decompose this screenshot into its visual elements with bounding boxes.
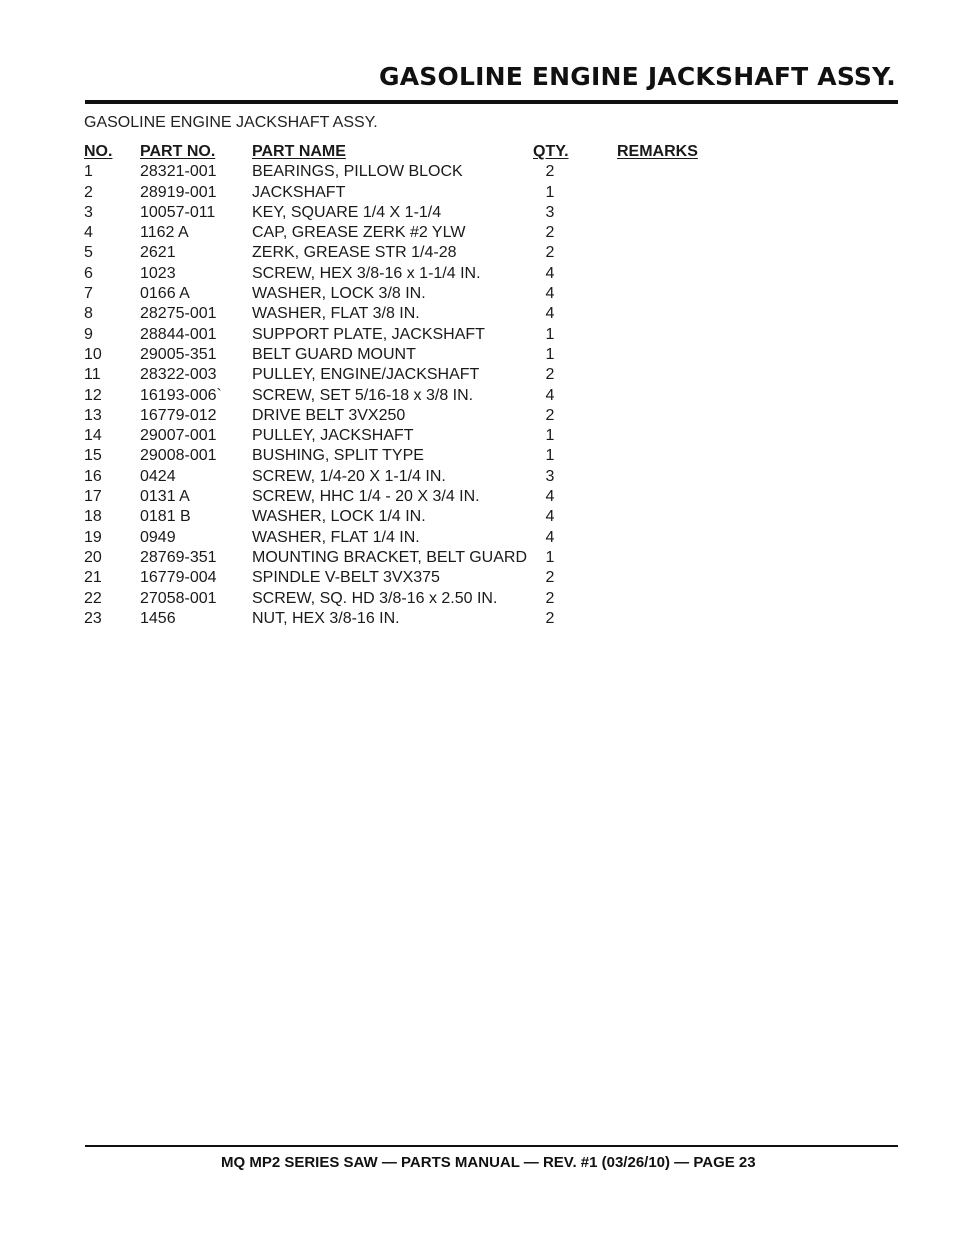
cell-no: 2 xyxy=(84,183,93,201)
page-title: GASOLINE ENGINE JACKSHAFT ASSY. xyxy=(379,62,896,91)
cell-qty: 2 xyxy=(545,366,555,384)
cell-part-name: SCREW, SET 5/16-18 x 3/8 IN. xyxy=(252,386,474,404)
table-row xyxy=(84,365,724,385)
cell-qty: 2 xyxy=(545,589,555,607)
cell-qty: 2 xyxy=(545,569,555,587)
cell-part-no: 29007-001 xyxy=(140,427,217,445)
cell-part-name: SUPPORT PLATE, JACKSHAFT xyxy=(252,325,485,343)
cell-no: 14 xyxy=(84,427,102,445)
cell-no: 5 xyxy=(84,244,93,262)
cell-part-name: BELT GUARD MOUNT xyxy=(252,345,416,363)
table-row xyxy=(84,345,724,365)
cell-qty: 1 xyxy=(545,447,555,465)
page-footer: MQ MP2 SERIES SAW — PARTS MANUAL — REV. #1 (03/26/10) — PAGE 23 xyxy=(221,1154,756,1171)
cell-no: 18 xyxy=(84,508,102,526)
cell-no: 9 xyxy=(84,325,93,343)
table-row xyxy=(84,223,724,243)
cell-no: 11 xyxy=(84,366,101,384)
cell-no: 21 xyxy=(84,569,102,587)
cell-part-no: 0131 A xyxy=(140,488,190,506)
cell-qty: 4 xyxy=(545,386,555,404)
cell-part-no: 0166 A xyxy=(140,285,190,303)
cell-qty: 3 xyxy=(545,203,555,221)
cell-qty: 3 xyxy=(545,467,555,485)
table-row xyxy=(84,446,724,466)
header-qty: QTY. xyxy=(533,143,569,160)
cell-part-name: KEY, SQUARE 1/4 X 1-1/4 xyxy=(252,203,442,221)
cell-no: 6 xyxy=(84,264,93,282)
cell-qty: 2 xyxy=(545,609,555,627)
title-divider xyxy=(85,100,898,104)
cell-part-no: 16779-012 xyxy=(140,406,217,424)
table-row xyxy=(84,528,724,548)
section-title: GASOLINE ENGINE JACKSHAFT ASSY. xyxy=(84,114,378,131)
cell-part-name: NUT, HEX 3/8-16 IN. xyxy=(252,609,400,627)
cell-part-no: 29008-001 xyxy=(140,447,217,465)
cell-no: 17 xyxy=(84,488,102,506)
cell-qty: 1 xyxy=(545,345,555,363)
cell-qty: 4 xyxy=(545,528,555,546)
cell-part-no: 0949 xyxy=(140,528,176,546)
cell-qty: 4 xyxy=(545,488,555,506)
table-row xyxy=(84,589,724,609)
cell-part-name: DRIVE BELT 3VX250 xyxy=(252,406,406,424)
header-no: NO. xyxy=(84,143,113,160)
cell-qty: 4 xyxy=(545,264,555,282)
table-row xyxy=(84,548,724,568)
footer-divider xyxy=(85,1145,898,1147)
cell-qty: 1 xyxy=(545,548,555,566)
cell-part-no: 27058-001 xyxy=(140,589,217,607)
cell-part-no: 29005-351 xyxy=(140,345,217,363)
table-row xyxy=(84,467,724,487)
cell-no: 10 xyxy=(84,345,102,363)
cell-part-no: 2621 xyxy=(140,244,176,262)
table-row xyxy=(84,304,724,324)
table-row xyxy=(84,264,724,284)
cell-no: 8 xyxy=(84,305,93,323)
cell-part-name: ZERK, GREASE STR 1/4-28 xyxy=(252,244,457,262)
cell-no: 3 xyxy=(84,203,93,221)
cell-no: 19 xyxy=(84,528,102,546)
cell-part-no: 1162 A xyxy=(140,224,189,242)
cell-no: 20 xyxy=(84,548,102,566)
cell-part-name: CAP, GREASE ZERK #2 YLW xyxy=(252,224,466,242)
table-row xyxy=(84,406,724,426)
cell-qty: 1 xyxy=(545,183,555,201)
cell-part-name: SCREW, HEX 3/8-16 x 1-1/4 IN. xyxy=(252,264,481,282)
cell-part-no: 16193-006` xyxy=(140,386,222,404)
table-row xyxy=(84,284,724,304)
cell-qty: 1 xyxy=(545,427,555,445)
cell-no: 4 xyxy=(84,224,93,242)
cell-no: 7 xyxy=(84,285,93,303)
table-row xyxy=(84,386,724,406)
cell-part-no: 28275-001 xyxy=(140,305,217,323)
cell-qty: 2 xyxy=(545,244,555,262)
cell-qty: 2 xyxy=(545,163,555,181)
cell-no: 16 xyxy=(84,467,102,485)
cell-qty: 4 xyxy=(545,285,555,303)
cell-no: 23 xyxy=(84,609,102,627)
cell-part-no: 1023 xyxy=(140,264,176,282)
cell-qty: 4 xyxy=(545,305,555,323)
cell-part-no: 0424 xyxy=(140,467,176,485)
cell-no: 22 xyxy=(84,589,102,607)
cell-part-name: SCREW, HHC 1/4 - 20 X 3/4 IN. xyxy=(252,488,480,506)
cell-part-name: SCREW, 1/4-20 X 1-1/4 IN. xyxy=(252,467,446,485)
cell-part-no: 16779-004 xyxy=(140,569,217,587)
table-row xyxy=(84,243,724,263)
cell-part-name: WASHER, LOCK 1/4 IN. xyxy=(252,508,426,526)
cell-part-no: 28844-001 xyxy=(140,325,217,343)
table-row xyxy=(84,426,724,446)
cell-part-name: WASHER, LOCK 3/8 IN. xyxy=(252,285,426,303)
cell-part-no: 10057-011 xyxy=(140,203,216,221)
table-row xyxy=(84,507,724,527)
cell-qty: 4 xyxy=(545,508,555,526)
header-part-name: PART NAME xyxy=(252,143,346,160)
cell-part-no: 1456 xyxy=(140,609,176,627)
table-row xyxy=(84,162,724,182)
header-remarks: REMARKS xyxy=(617,143,698,160)
table-body xyxy=(84,162,724,629)
cell-part-name: BUSHING, SPLIT TYPE xyxy=(252,447,424,465)
cell-part-name: SCREW, SQ. HD 3/8-16 x 2.50 IN. xyxy=(252,589,498,607)
cell-qty: 2 xyxy=(545,406,555,424)
cell-part-no: 28321-001 xyxy=(140,163,217,181)
table-row xyxy=(84,203,724,223)
cell-part-name: MOUNTING BRACKET, BELT GUARD xyxy=(252,548,527,566)
cell-part-name: WASHER, FLAT 1/4 IN. xyxy=(252,528,420,546)
cell-part-name: PULLEY, JACKSHAFT xyxy=(252,427,414,445)
table-header-row xyxy=(84,142,724,162)
cell-part-name: WASHER, FLAT 3/8 IN. xyxy=(252,305,420,323)
cell-part-no: 28769-351 xyxy=(140,548,217,566)
cell-part-name: JACKSHAFT xyxy=(252,183,346,201)
table-row xyxy=(84,487,724,507)
cell-no: 15 xyxy=(84,447,102,465)
cell-part-name: BEARINGS, PILLOW BLOCK xyxy=(252,163,463,181)
table-row xyxy=(84,325,724,345)
cell-no: 13 xyxy=(84,406,102,424)
cell-part-no: 28919-001 xyxy=(140,183,217,201)
cell-part-no: 28322-003 xyxy=(140,366,217,384)
cell-part-name: PULLEY, ENGINE/JACKSHAFT xyxy=(252,366,480,384)
cell-no: 12 xyxy=(84,386,102,404)
table-row xyxy=(84,609,724,629)
header-part-no: PART NO. xyxy=(140,143,216,160)
table-row xyxy=(84,183,724,203)
cell-part-no: 0181 B xyxy=(140,508,191,526)
cell-part-name: SPINDLE V-BELT 3VX375 xyxy=(252,569,440,587)
cell-qty: 2 xyxy=(545,224,555,242)
parts-table xyxy=(84,142,724,629)
table-row xyxy=(84,568,724,588)
cell-qty: 1 xyxy=(545,325,555,343)
cell-no: 1 xyxy=(84,163,93,181)
